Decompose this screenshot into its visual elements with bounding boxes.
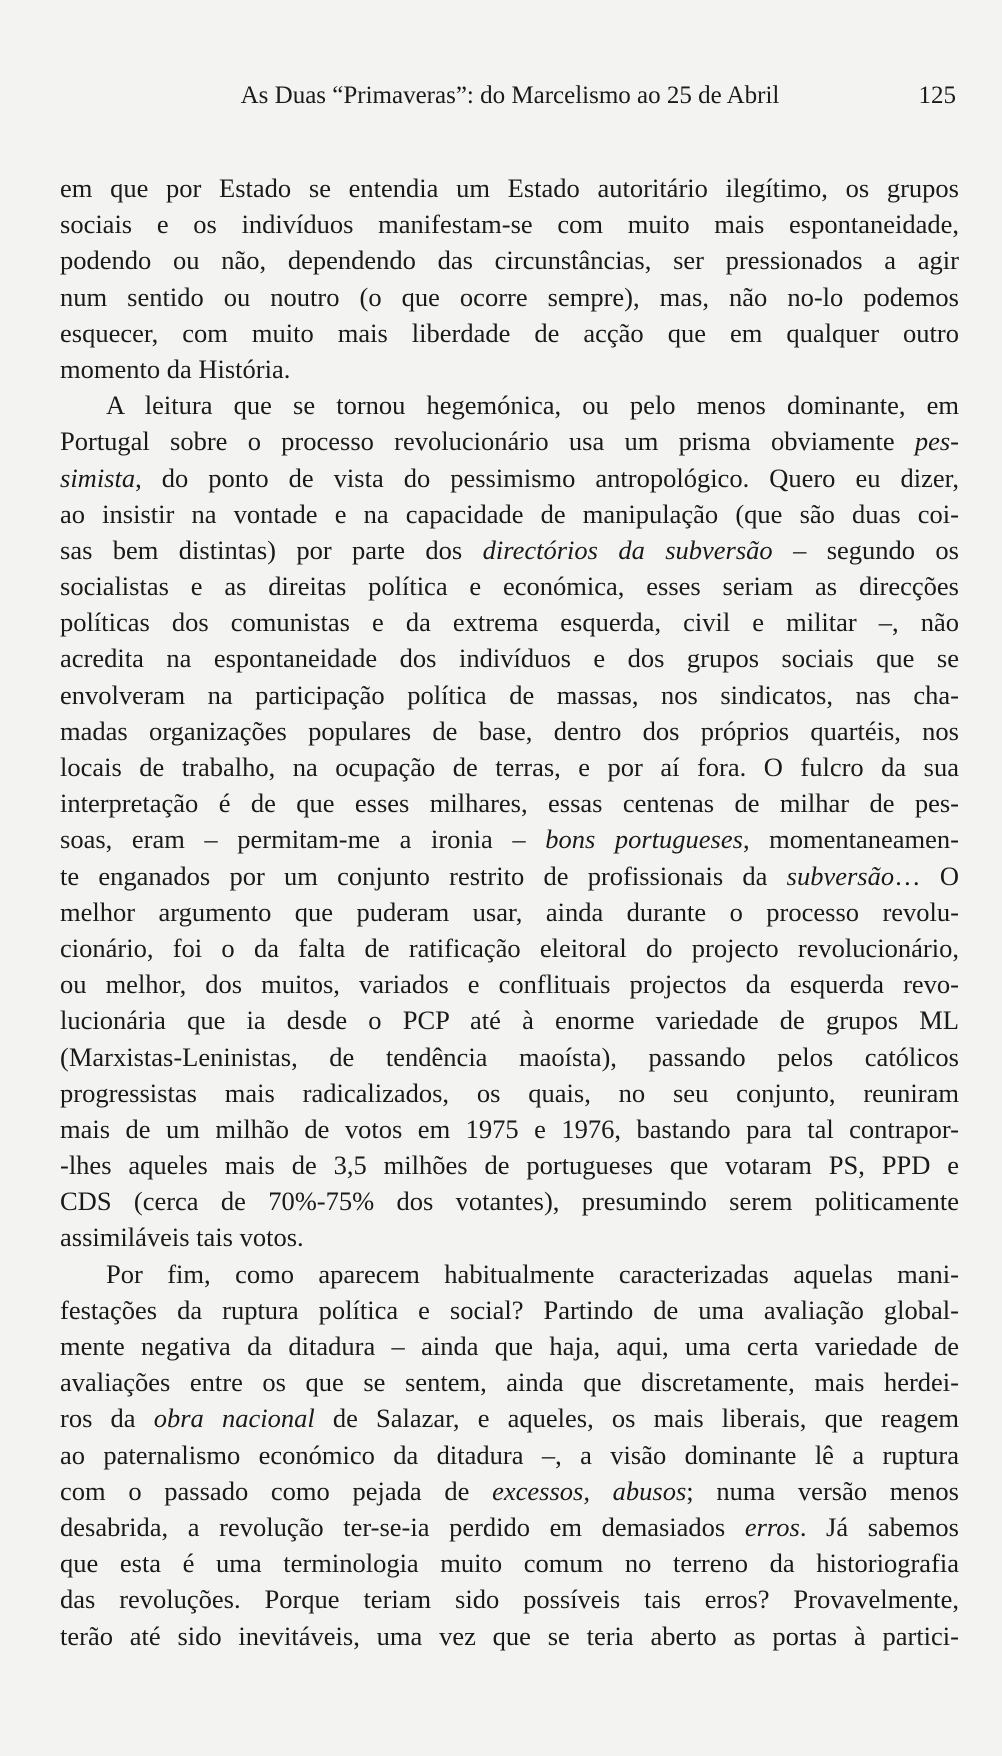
text-line [60, 423, 959, 459]
text-line [60, 1328, 959, 1364]
text-line [60, 206, 959, 242]
text-segment: mente negativa da ditadura – ainda que haja, aqui, uma certa variedade de [60, 1331, 959, 1361]
text-segment: -lhes aqueles mais de 3,5 milhões de portugueses que votaram PS, PPD e [60, 1150, 959, 1181]
text-line [60, 1292, 959, 1328]
text-line [60, 785, 959, 821]
page-number: 125 [918, 82, 956, 109]
text-line [60, 351, 959, 387]
text-segment: sociais e os indivíduos manifestam-se com muito mais espontaneidade, [60, 209, 959, 240]
text-segment: Portugal sobre o processo revolucionário usa um prisma obviamente [60, 426, 915, 457]
text-line [60, 1364, 959, 1400]
text-segment: – segundo os [772, 534, 959, 565]
text-line [60, 1509, 959, 1545]
text-line [60, 858, 959, 894]
text-segment: progressistas mais radicalizados, os quais, no seu conjunto, reuniram [60, 1077, 959, 1108]
text-line [60, 713, 959, 749]
text-segment: acredita na espontaneidade dos indivíduos e dos grupos sociais que se [60, 643, 959, 674]
text-segment: (Marxistas-Leninistas, de tendência maoísta), passando pelos católicos [60, 1041, 959, 1072]
text-segment: ao paternalismo económico da ditadura –, a visão dominante lê a ruptura [60, 1439, 959, 1470]
text-segment: locais de trabalho, na ocupação de terras, e por aí fora. O fulcro da sua [60, 752, 959, 782]
text-segment: ou melhor, dos muitos, variados e conflituais projectos da esquerda revo- [60, 969, 959, 1000]
text-line [60, 821, 959, 857]
text-line [60, 749, 959, 785]
text-segment: A leitura que se tornou hegemónica, ou pelo menos dominante, em [106, 390, 959, 421]
text-line [60, 930, 959, 966]
text-segment: com o passado como pejada de [60, 1475, 493, 1506]
text-line [60, 1147, 959, 1183]
text-segment: ros da [60, 1403, 154, 1434]
text-line [60, 1039, 959, 1075]
text-line [60, 894, 959, 930]
text-line [60, 315, 959, 351]
italic-segment: erros [744, 1511, 800, 1542]
text-segment: envolveram na participação política de massas, nos sindicatos, nas cha- [60, 679, 959, 710]
italic-segment: simista [60, 462, 136, 493]
text-segment: momento da História. [60, 353, 291, 384]
text-line [60, 677, 959, 713]
text-line [60, 1618, 959, 1654]
text-line [60, 279, 959, 315]
text-segment: das revoluções. Porque teriam sido possíveis tais erros? Provavelmente, [60, 1584, 959, 1615]
text-line [60, 1473, 959, 1509]
text-segment: ao insistir na vontade e na capacidade de manipulação (que são duas coi- [60, 498, 959, 529]
text-segment: te enganados por um conjunto restrito de profissionais da [60, 860, 787, 891]
text-line [60, 1075, 959, 1111]
text-line [60, 640, 959, 676]
italic-segment: bons portugueses [545, 824, 743, 855]
text-segment: que esta é uma terminologia muito comum no terreno da historiografia [60, 1548, 959, 1579]
text-line [60, 387, 959, 423]
italic-segment: pes- [914, 426, 959, 457]
text-segment: podendo ou não, dependendo das circunstâncias, ser pressionados a agir [60, 245, 959, 276]
text-line [60, 1437, 959, 1473]
text-segment: terão até sido inevitáveis, uma vez que se teria aberto as portas à partici- [60, 1620, 959, 1651]
text-line [60, 460, 959, 496]
text-line [60, 1002, 959, 1038]
text-segment: mais de um milhão de votos em 1975 e 1976, bastando para tal contrapor- [60, 1113, 959, 1144]
text-line [60, 1545, 959, 1581]
text-line [60, 532, 959, 568]
text-segment: lucionária que ia desde o PCP até à enorme variedade de grupos ML [60, 1005, 959, 1036]
text-segment: de Salazar, e aqueles, os mais liberais, que reagem [314, 1403, 959, 1434]
text-segment: Por fim, como aparecem habitualmente caracterizadas aquelas mani- [106, 1258, 959, 1289]
text-line [60, 1183, 959, 1219]
text-segment: políticas dos comunistas e da extrema esquerda, civil e militar –, não [60, 607, 959, 638]
italic-segment: obra nacional [153, 1403, 315, 1434]
text-line [60, 1400, 959, 1436]
text-line [60, 170, 959, 206]
text-segment: . Já sabemos [799, 1511, 959, 1542]
text-line [60, 1581, 959, 1617]
italic-segment: directórios da subversão [482, 534, 773, 565]
text-line [60, 1111, 959, 1147]
running-head [60, 78, 960, 114]
text-segment: CDS (cerca de 70%-75% dos votantes), presumindo serem politicamente [60, 1186, 959, 1217]
text-line [60, 242, 959, 278]
text-line [60, 1219, 959, 1255]
text-segment: em que por Estado se entendia um Estado autoritário ilegítimo, os grupos [60, 173, 959, 203]
text-line [60, 568, 959, 604]
text-line [60, 966, 959, 1002]
text-segment: melhor argumento que puderam usar, ainda durante o processo revolu- [60, 896, 959, 927]
running-title: As Duas “Primaveras”: do Marcelismo ao 25 de Abril [240, 82, 780, 109]
text-segment: num sentido ou noutro (o que ocorre sempre), mas, não no-lo podemos [60, 281, 959, 312]
text-segment: cionário, foi o da falta de ratificação eleitoral do projecto revolucionário, [60, 932, 959, 963]
italic-segment: excessos, abusos [492, 1475, 687, 1506]
italic-segment: subversão [786, 860, 895, 891]
text-segment: , momentaneamen- [742, 824, 959, 855]
text-line [60, 1256, 959, 1292]
text-segment: interpretação é de que esses milhares, essas centenas de milhar de pes- [60, 788, 959, 819]
text-line [60, 496, 959, 532]
body-text [60, 170, 959, 1654]
text-segment: … O [894, 860, 960, 891]
text-segment: , do ponto de vista do pessimismo antropológico. Quero eu dizer, [135, 462, 959, 493]
text-segment: festações da ruptura política e social? Partindo de uma avaliação global- [60, 1294, 959, 1325]
text-segment: desabrida, a revolução ter-se-ia perdido em demasiados [60, 1511, 745, 1542]
text-segment: socialistas e as direitas política e económica, esses seriam as direcções [60, 571, 959, 602]
text-segment: esquecer, com muito mais liberdade de acção que em qualquer outro [60, 317, 959, 348]
text-line [60, 604, 959, 640]
text-segment: ; numa versão menos [686, 1475, 959, 1506]
text-segment: soas, eram – permitam-me a ironia – [60, 824, 546, 855]
text-segment: avaliações entre os que se sentem, ainda que discretamente, mais herdei- [60, 1367, 959, 1398]
text-segment: sas bem distintas) por parte dos [60, 534, 483, 565]
text-segment: madas organizações populares de base, dentro dos próprios quartéis, nos [60, 715, 959, 746]
text-segment: assimiláveis tais votos. [60, 1222, 304, 1253]
